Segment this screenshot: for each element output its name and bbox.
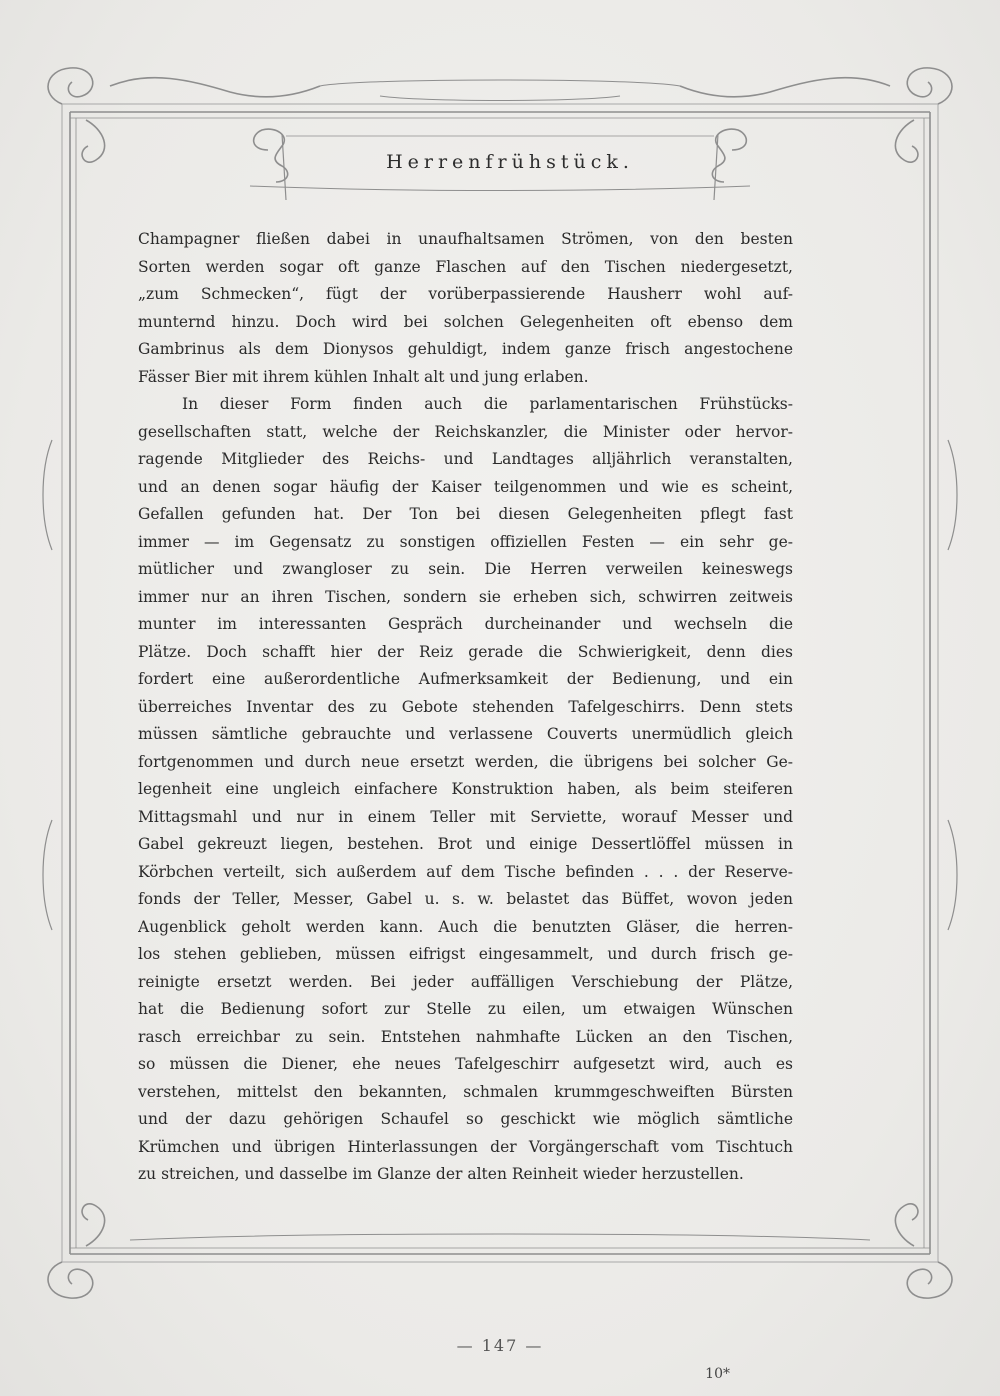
text-line: und der dazu gehörigen Schaufel so geschickt wie möglich sämtliche — [138, 1110, 793, 1128]
text-line: reinigte ersetzt werden. Bei jeder auffälligen Verschiebung der Plätze, — [138, 972, 793, 991]
text-line: legenheit eine ungleich einfachere Konstruktion haben, als beim steiferen — [138, 780, 793, 798]
text-line: Champagner fließen dabei in unaufhaltsamen Strömen, von den besten — [138, 230, 793, 248]
text-line: los stehen geblieben, müssen eifrigst eingesammelt, und durch frisch ge- — [138, 945, 793, 963]
running-head: Herrenfrühstück. — [386, 151, 634, 173]
text-line: Fässer Bier mit ihrem kühlen Inhalt alt und jung erlaben. — [138, 367, 589, 386]
text-line: gesellschaften statt, welche der Reichskanzler, die Minister oder hervor- — [138, 422, 793, 441]
text-line: Gabel gekreuzt liegen, bestehen. Brot und einige Dessertlöffel müssen in — [138, 835, 793, 853]
text-line: Gefallen gefunden hat. Der Ton bei diesen Gelegenheiten pflegt fast — [138, 505, 793, 523]
running-head-box — [300, 142, 720, 182]
text-line: hat die Bedienung sofort zur Stelle zu eilen, um etwaigen Wünschen — [138, 1000, 793, 1018]
signature-mark: 10* — [705, 1366, 730, 1382]
text-line: müssen sämtliche gebrauchte und verlassene Couverts unermüdlich gleich — [138, 725, 793, 743]
text-line: In dieser Form finden auch die parlamentarischen Frühstücks- — [182, 395, 793, 413]
text-line: Mittagsmahl und nur in einem Teller mit Serviette, worauf Messer und — [138, 807, 793, 826]
text-line: Sorten werden sogar oft ganze Flaschen auf den Tischen niedergesetzt, — [138, 257, 793, 276]
text-line: Krümchen und übrigen Hinterlassungen der Vorgängerschaft vom Tischtuch — [138, 1137, 793, 1156]
text-line: fortgenommen und durch neue ersetzt werden, die übrigens bei solcher Ge- — [138, 752, 793, 771]
page-number: — 147 — — [456, 1336, 544, 1355]
text-line: munternd hinzu. Doch wird bei solchen Gelegenheiten oft ebenso dem — [138, 312, 793, 331]
text-line: so müssen die Diener, ehe neues Tafelgeschirr aufgesetzt wird, auch es — [138, 1055, 793, 1073]
text-line: „zum Schmecken“, fügt der vorüberpassierende Hausherr wohl auf- — [138, 285, 793, 303]
text-line: fonds der Teller, Messer, Gabel u. s. w. belastet das Büffet, wovon jeden — [138, 890, 793, 908]
text-line: Plätze. Doch schafft hier der Reiz gerade die Schwierigkeit, denn dies — [138, 642, 793, 661]
text-line: zu streichen, und dasselbe im Glanze der alten Reinheit wieder herzustellen. — [138, 1165, 744, 1183]
text-line: immer — im Gegensatz zu sonstigen offiziellen Festen — ein sehr ge- — [138, 532, 793, 551]
text-line: rasch erreichbar zu sein. Entstehen nahmhafte Lücken an den Tischen, — [138, 1027, 793, 1046]
text-line: Gambrinus als dem Dionysos gehuldigt, indem ganze frisch angestochene — [138, 340, 793, 358]
text-line: munter im interessanten Gespräch durcheinander und wechseln die — [138, 615, 793, 633]
text-line: Augenblick geholt werden kann. Auch die benutzten Gläser, die herren- — [138, 917, 793, 936]
text-line: verstehen, mittelst den bekannten, schmalen krummgeschweiften Bürsten — [138, 1082, 793, 1101]
text-line: und an denen sogar häufig der Kaiser teilgenommen und wie es scheint, — [138, 477, 793, 496]
text-line: ragende Mitglieder des Reichs- und Landtages alljährlich veranstalten, — [138, 450, 793, 468]
text-line: mütlicher und zwangloser zu sein. Die Herren verweilen keineswegs — [138, 560, 793, 578]
text-line: Körbchen verteilt, sich außerdem auf dem Tische befinden . . . der Reserve- — [138, 862, 793, 881]
text-line: immer nur an ihren Tischen, sondern sie erheben sich, schwirren zeitweis — [138, 587, 793, 606]
text-line: überreiches Inventar des zu Gebote stehenden Tafelgeschirrs. Denn stets — [138, 697, 793, 716]
body-text — [138, 226, 793, 1183]
text-line: fordert eine außerordentliche Aufmerksamkeit der Bedienung, und ein — [138, 670, 793, 688]
